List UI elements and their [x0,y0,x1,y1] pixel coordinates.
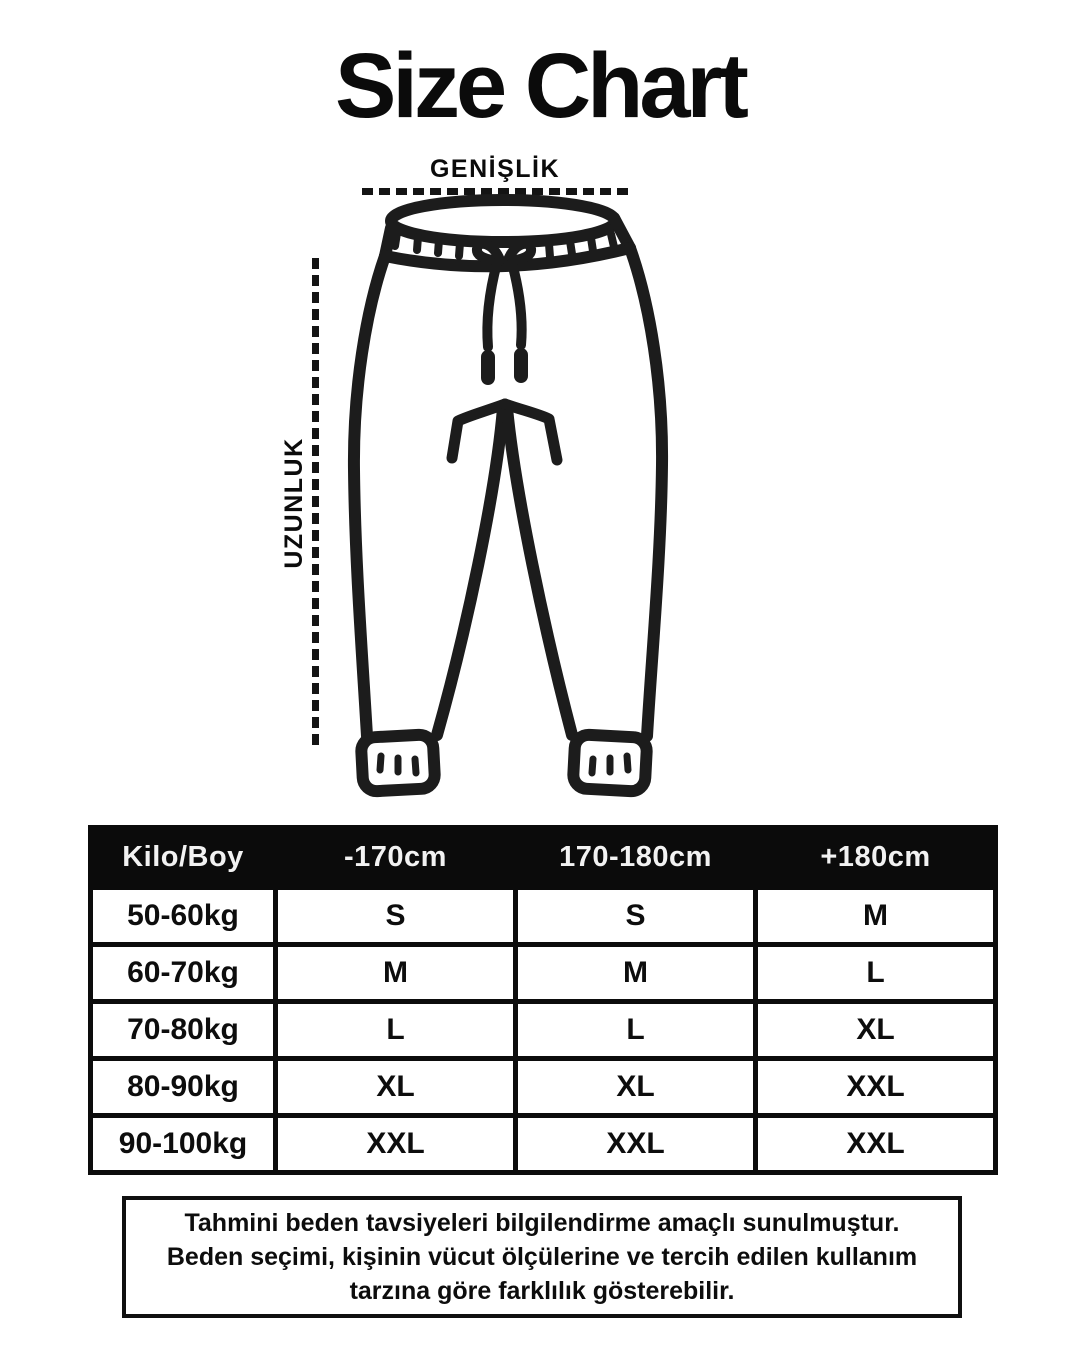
header-cell-weight: Kilo/Boy [91,828,276,888]
disclaimer-line: Tahmini beden tavsiyeleri bilgilendirme amaçlı sunulmuştur. [184,1209,900,1237]
drawstring-aglets [488,355,521,378]
size-cell: XL [756,1002,996,1059]
disclaimer-box [122,1196,962,1318]
drawstring [477,244,531,347]
size-cell: XL [516,1059,756,1116]
size-table-header-row [91,828,996,888]
table-row [91,1059,996,1116]
header-cell-170-180: 170-180cm [516,828,756,888]
disclaimer-line: Beden seçimi, kişinin vücut ölçülerine ve tercih edilen kullanım [166,1243,918,1271]
header-cell-under170: -170cm [276,828,516,888]
weight-cell: 70-80kg [91,1002,276,1059]
size-cell: XXL [756,1116,996,1173]
size-cell: XXL [516,1116,756,1173]
weight-cell: 60-70kg [91,945,276,1002]
size-cell: XL [276,1059,516,1116]
size-table [88,825,998,1175]
weight-cell: 80-90kg [91,1059,276,1116]
pants-outline [354,248,662,736]
jogger-pants-illustration [300,180,780,820]
weight-cell: 90-100kg [91,1116,276,1173]
length-dimension-label: UZUNLUK [280,437,308,569]
ankle-cuffs [361,734,648,792]
cuff-ticks [380,756,628,773]
header-cell-over180: +180cm [756,828,996,888]
table-row [91,945,996,1002]
table-row [91,888,996,945]
size-cell: L [276,1002,516,1059]
size-cell: XXL [276,1116,516,1173]
size-cell: M [756,888,996,945]
size-cell: M [276,945,516,1002]
size-cell: M [516,945,756,1002]
size-cell: XXL [756,1059,996,1116]
size-cell: S [276,888,516,945]
weight-cell: 50-60kg [91,888,276,945]
table-row [91,1116,996,1173]
size-cell: L [756,945,996,1002]
table-row [91,1002,996,1059]
size-cell: L [516,1002,756,1059]
width-dimension-label: GENİŞLİK [429,155,561,183]
size-cell: S [516,888,756,945]
disclaimer-line: tarzına göre farklılık gösterebilir. [349,1277,735,1305]
page-title: Size Chart [335,35,745,137]
